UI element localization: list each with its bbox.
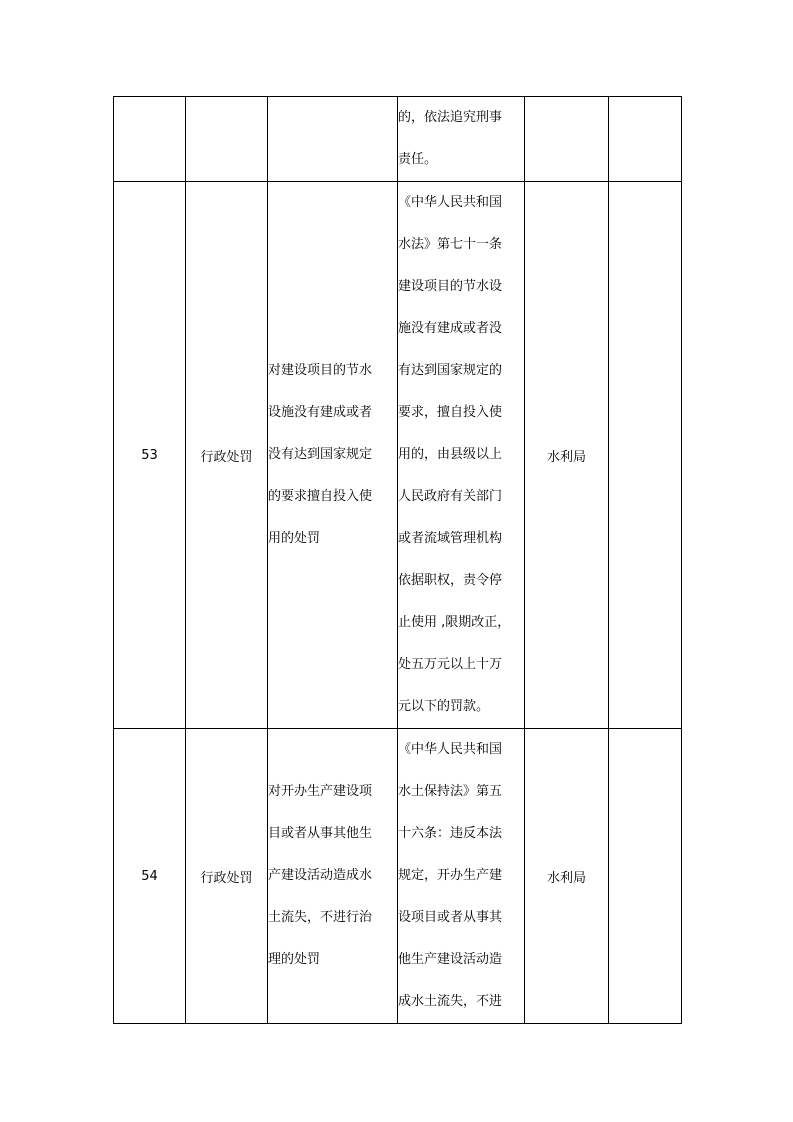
basis-line: 《中华人民共和国 [398, 195, 503, 210]
name-line: 对开办生产建设项 [268, 784, 373, 799]
basis-line: 有达到国家规定的 [398, 363, 503, 378]
department: 水利局 [525, 182, 609, 729]
table-row [114, 97, 682, 182]
basis-line: 或者流域管理机构 [398, 531, 503, 546]
basis-line: 十六条：违反本法 [398, 826, 503, 841]
row-number: 53 [114, 182, 186, 729]
basis-line: 的，依法追究刑事 [398, 110, 503, 125]
basis-line: 建设项目的节水设 [398, 279, 503, 294]
basis-line: 要求，擅自投入使 [398, 405, 503, 420]
remarks-cell [609, 182, 682, 729]
basis-line: 人民政府有关部门 [398, 489, 503, 504]
legal-basis [398, 97, 525, 182]
table-row [114, 182, 682, 729]
item-name [268, 182, 398, 729]
name-line: 目或者从事其他生 [268, 826, 373, 841]
basis-line: 他生产建设活动造 [398, 952, 503, 967]
row-number [114, 97, 186, 182]
basis-line: 设项目或者从事其 [398, 910, 503, 925]
penalty-type [186, 97, 268, 182]
name-line: 设施没有建成或者 [268, 405, 373, 420]
remarks-cell [609, 729, 682, 1024]
penalty-type: 行政处罚 [186, 182, 268, 729]
table-row [114, 729, 682, 1024]
basis-line: 处五万元以上十万 [398, 657, 503, 672]
basis-line: 施没有建成或者没 [398, 321, 503, 336]
basis-line: 责任。 [398, 152, 438, 167]
basis-line: 水土保持法》第五 [398, 784, 503, 799]
basis-line: 用的，由县级以上 [398, 447, 503, 462]
name-line: 理的处罚 [268, 952, 321, 967]
legal-basis [398, 182, 525, 729]
item-name [268, 97, 398, 182]
department: 水利局 [525, 729, 609, 1024]
name-line: 对建设项目的节水 [268, 363, 373, 378]
basis-line: 止使用 ,限期改正， [398, 615, 511, 630]
name-line: 没有达到国家规定 [268, 447, 373, 462]
name-line: 土流失，不进行治 [268, 910, 373, 925]
name-line: 的要求擅自投入使 [268, 489, 373, 504]
basis-line: 成水土流失，不进 [398, 994, 503, 1009]
basis-line: 依据职权，责令停 [398, 573, 503, 588]
basis-line: 水法》第七十一条 [398, 237, 503, 252]
name-line: 用的处罚 [268, 531, 321, 546]
row-number: 54 [114, 729, 186, 1024]
penalty-type: 行政处罚 [186, 729, 268, 1024]
basis-line: 规定，开办生产建 [398, 868, 503, 883]
basis-line: 元以下的罚款。 [398, 699, 490, 714]
regulation-table [113, 96, 682, 1024]
item-name [268, 729, 398, 1024]
name-line: 产建设活动造成水 [268, 868, 373, 883]
department [525, 97, 609, 182]
legal-basis [398, 729, 525, 1024]
remarks-cell [609, 97, 682, 182]
basis-line: 《中华人民共和国 [398, 742, 503, 757]
